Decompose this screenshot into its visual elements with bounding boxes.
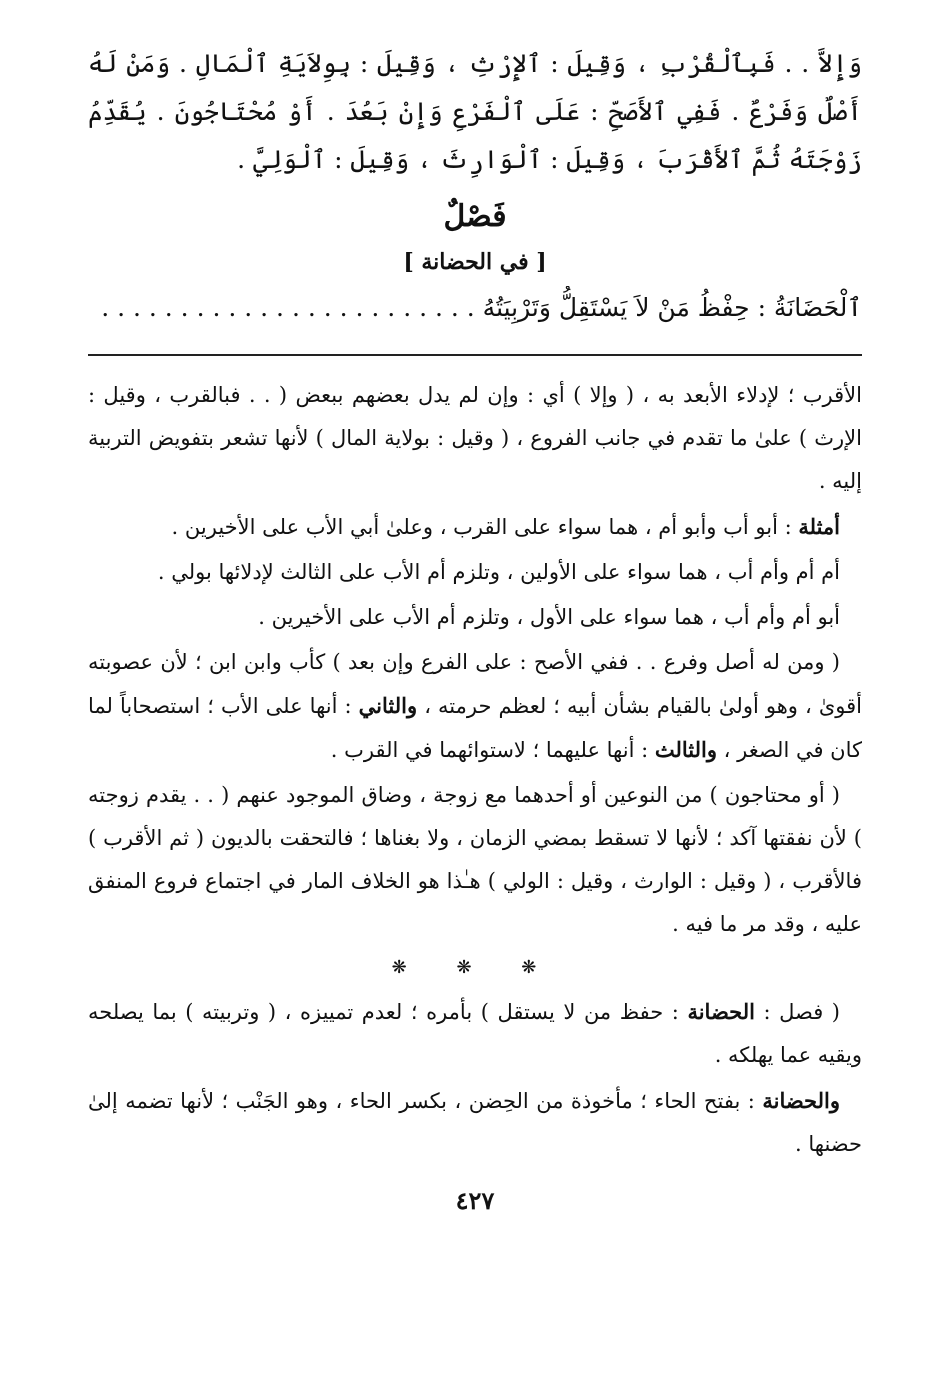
matn-opening: وَإِلاَّ . . فَبِٱلْقُرْبِ ، وَقِيلَ : ٱلإِرْثِ ، وَقِيلَ : بِوِلاَيَةِ ٱلْمَالِ . وَمَنْ لَهُ أَصْلٌ وَفَرْعٌ . فَفِي ٱلأَصَحِّ : عَلَى ٱلْفَرْعِ وَإِنْ بَعُدَ . أَوْ مُحْتَاجُونَ . يُقَدِّمُ زَوْجَتَهُ ثُمَّ ٱلأَقْرَبَ ، وَقِيلَ : ٱلْوَارِثَ ، وَقِيلَ : ٱلْوَلِيَّ . — [88, 49, 862, 174]
p5-part-a: ( فصل : — [754, 1000, 841, 1024]
matn-sharh-divider — [88, 354, 862, 356]
matn-fasl-line: ٱلْحَضَانَةُ : حِفْظُ مَنْ لاَ يَسْتَقِلُّ وَتَرْبِيَتُهُ . . . . . . . . . . . . . . . . . . . . . . . . — [101, 293, 862, 322]
sharh-example-3: أبو أم وأم أب ، هما سواء على الأول ، وتلزم أم الأب على الأخيرين . — [258, 605, 840, 629]
example-1-text: : أبو أب وأبو أم ، هما سواء على القرب ، وعلىٰ أبي الأب على الأخيرين . — [171, 515, 799, 539]
fasl-subtitle: [ في الحضانة ] — [403, 249, 547, 275]
p3-part-a: ( ومن له أصل وفرع . . ففي الأصح : على الفرع وإن بعد ) كأب وابن ابن ؛ لأن عصوبته أقوىٰ ، وهو أولىٰ بالقيام بشأن أبيه ؛ لعظم حرمته ، — [88, 650, 862, 718]
p5-bold-term: الحضانة — [687, 999, 755, 1024]
sharh-paragraph-5 — [88, 990, 862, 1077]
sharh-example-1 — [88, 505, 862, 549]
sharh-paragraph-3 — [88, 641, 862, 772]
sharh-paragraph-4: ( أو محتاجون ) من النوعين أو أحدهما مع زوجة ، وضاق الموجود عنهم ( . . يقدم زوجته ) لأن نفقتها آكد ؛ لأنها لا تسقط بمضي الزمان ، ولا بغناها ؛ فالتحقت بالديون ( ثم الأقرب ) فالأقرب ، ( وقيل : الوارث ، وقيل : الولي ) هـٰذا هو الخلاف المار في اجتماع فروع المنفق عليه ، وقد مر ما فيه . — [88, 783, 862, 936]
p6-bold-term: والحضانة — [762, 1088, 840, 1113]
section-separator-stars: ❋ ❋ ❋ — [391, 957, 559, 978]
p5-part-b: : حفظ من لا يستقل ) بأمره ؛ لعدم تمييزه ، ( وتربيته ) بما يصلحه ويقيه عما يهلكه . — [88, 1000, 862, 1067]
sharh-paragraph-1: الأقرب ؛ لإدلاء الأبعد به ، ( وإلا ) أي : وإن لم يدل بعضهم ببعض ( . . فبالقرب ، وقيل : الإرث ) علىٰ ما تقدم في جانب الفروع ، ( وقيل : بولاية المال ) لأنها تشعر بتفويض التربية إليه . — [88, 383, 862, 493]
examples-label: أمثلة — [798, 514, 840, 539]
p3-part-b: : أنها على الأب ؛ استصحاباً لما كان في الصغر ، — [88, 694, 862, 762]
fasl-heading: فَصْلٌ — [443, 199, 507, 234]
book-page — [88, 40, 862, 1340]
p3-second-label: والثاني — [358, 693, 418, 718]
sharh-example-2: أم أم وأم أب ، هما سواء على الأولين ، وتلزم أم الأب على الثالث لإدلائها بولي . — [157, 560, 840, 584]
p6-rest: : بفتح الحاء ؛ مأخوذة من الحِضن ، بكسر الحاء ، وهو الجَنْب ؛ لأنها تضمه إلىٰ حضنها . — [88, 1089, 862, 1156]
p3-third-label: والثالث — [654, 737, 717, 762]
sharh-paragraph-6 — [88, 1079, 862, 1166]
page-number: ٤٢٧ — [455, 1186, 495, 1215]
p3-part-c: : أنها عليهما ؛ لاستوائهما في القرب . — [330, 738, 655, 762]
